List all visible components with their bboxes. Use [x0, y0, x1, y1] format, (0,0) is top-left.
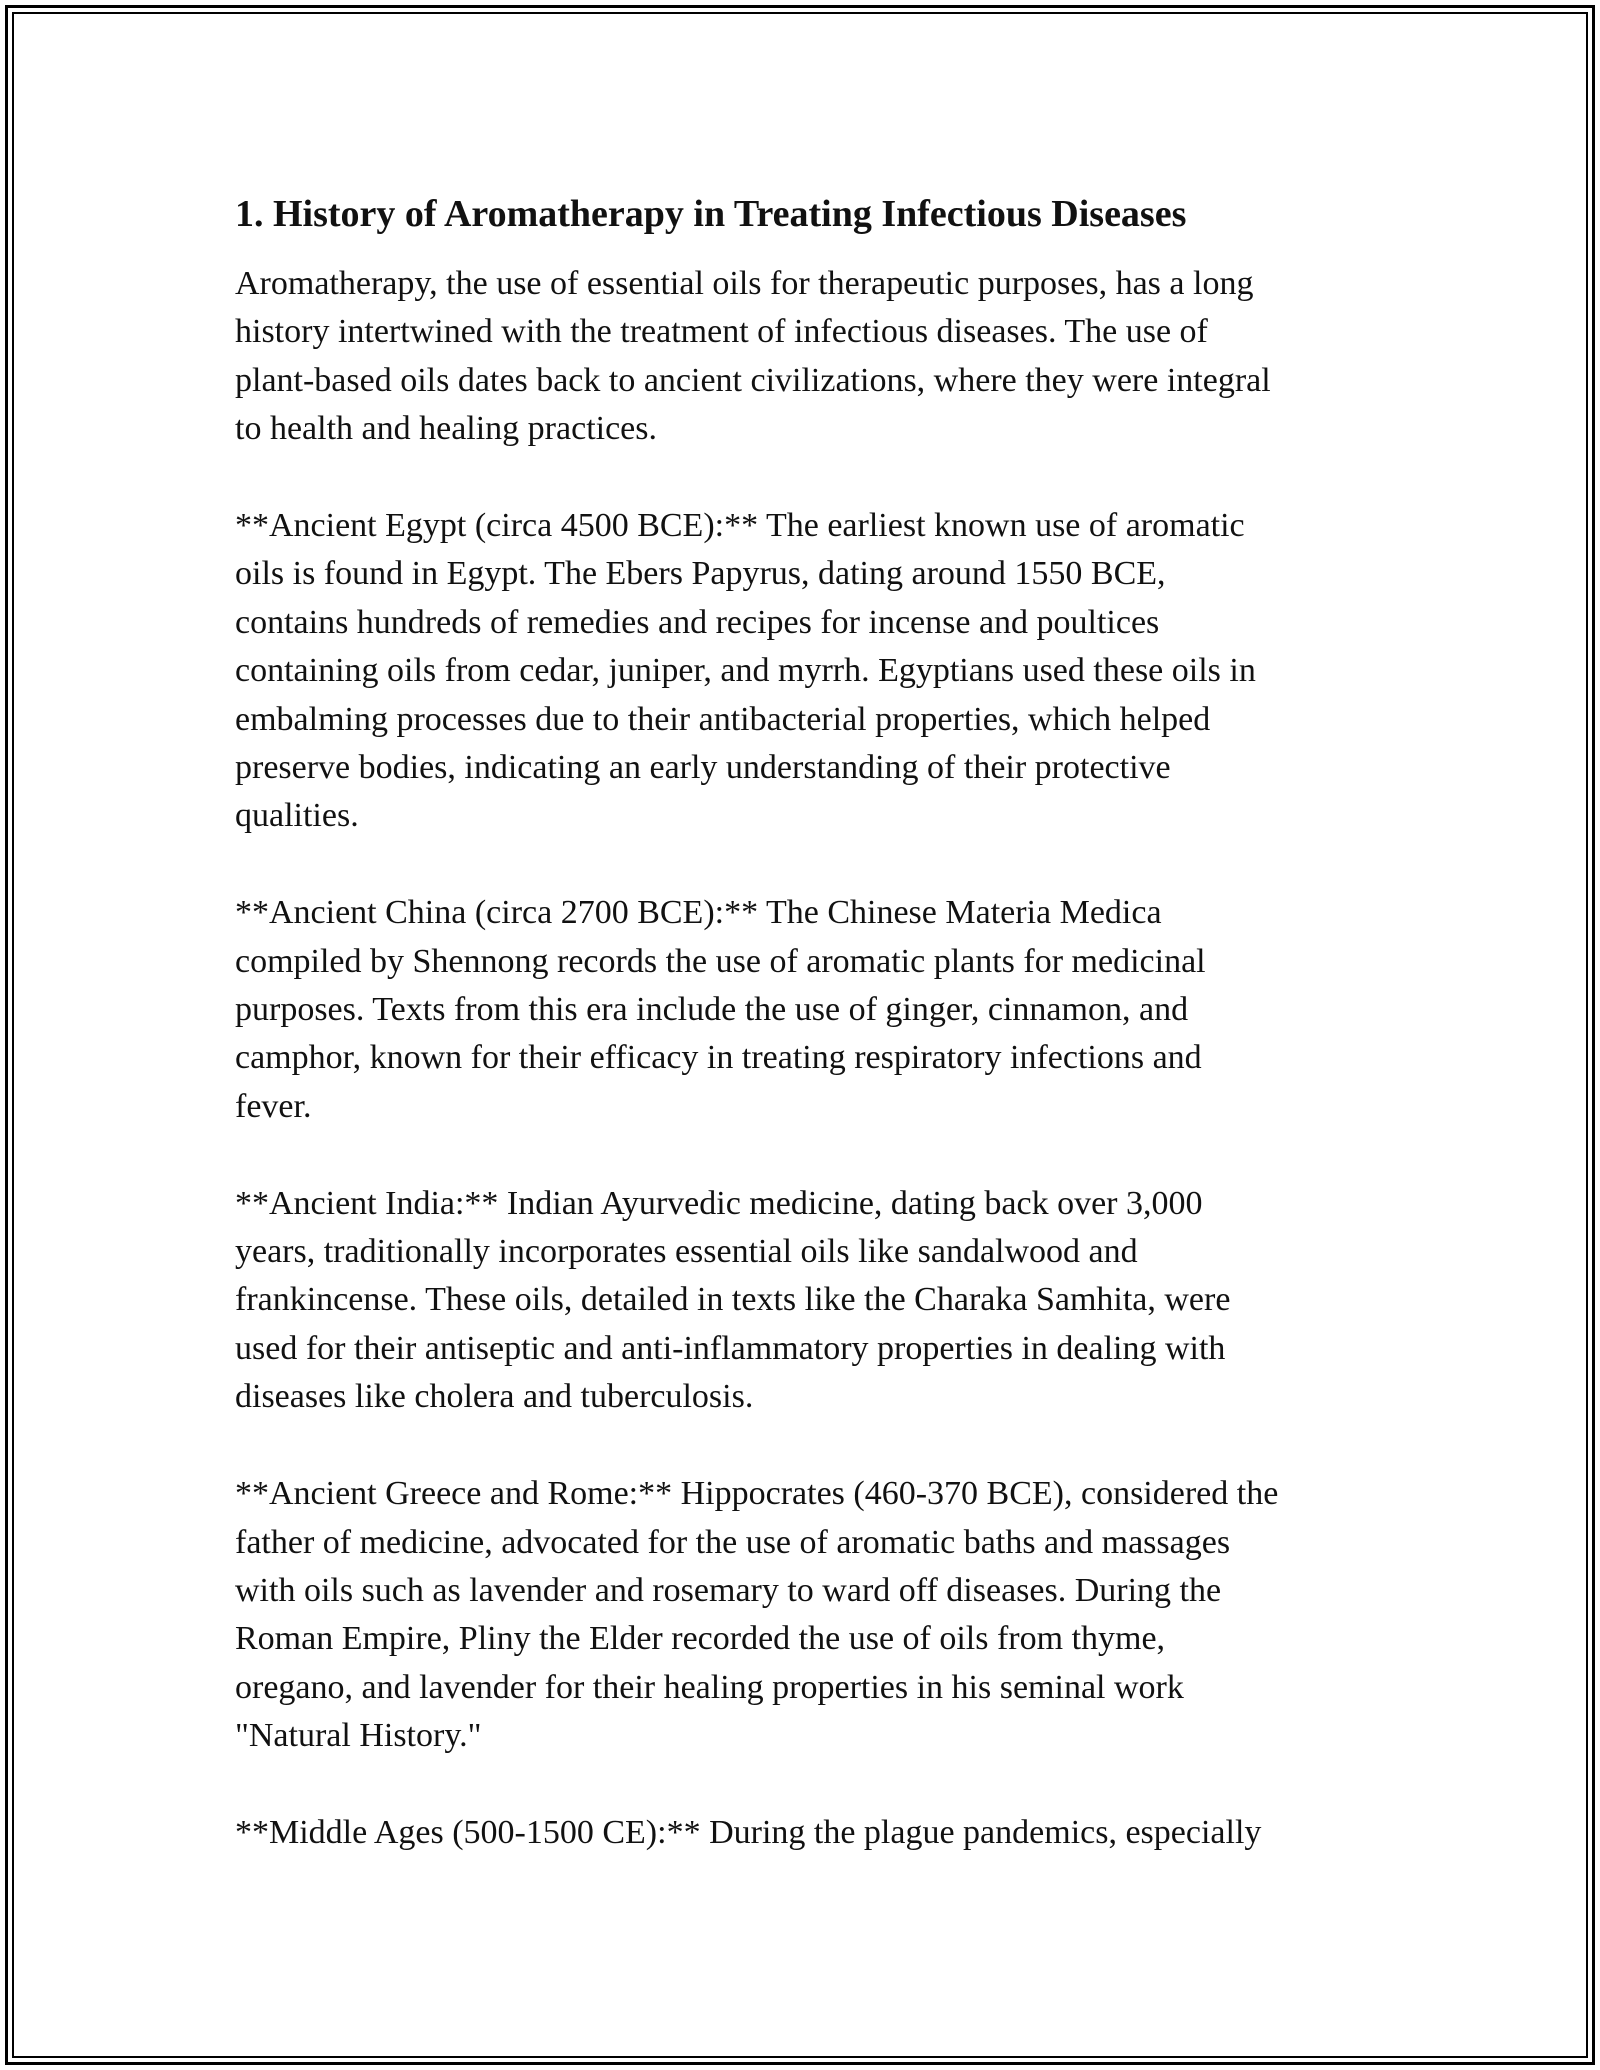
paragraph-middle-ages: **Middle Ages (500-1500 CE):** During the plague pandemics, especially: [235, 1813, 1262, 1851]
paragraph-ancient-egypt: **Ancient Egypt (circa 4500 BCE):** The earliest known use of aromatic oils is found in Egypt. The Ebers Papyrus, dating around 1550 BCE, contains hundreds of remedies and recipes for incense and poultices containing oils from cedar, juniper, and myrrh. Egyptians used these oils in embalming processes due to their antibacterial properties, which helped preserve bodies, indicating an early understanding of their protective qualities.: [235, 507, 1256, 835]
paragraph-ancient-china: **Ancient China (circa 2700 BCE):** The Chinese Materia Medica compiled by Shennong records the use of aromatic plants for medicinal purposes. Texts from this era include the use of ginger, cinnamon, and camphor, known for their efficacy in treating respiratory infections and fever.: [235, 894, 1206, 1125]
paragraph-ancient-india: **Ancient India:** Indian Ayurvedic medicine, dating back over 3,000 years, traditionally incorporates essential oils like sandalwood and frankincense. These oils, detailed in texts like the Charaka Samhita, were used for their antiseptic and anti-inflammatory properties in dealing with diseases like cholera and tuberculosis.: [235, 1184, 1231, 1416]
paragraph-greece-rome: **Ancient Greece and Rome:** Hippocrates (460-370 BCE), considered the father of medicine, advocated for the use of aromatic baths and massages with oils such as lavender and rosemary to ward off diseases. During the Roman Empire, Pliny the Elder recorded the use of oils from thyme, oregano, and lavender for their healing properties in his seminal work "Natural History.": [235, 1475, 1279, 1755]
paragraph-intro: Aromatherapy, the use of essential oils for therapeutic purposes, has a long history intertwined with the treatment of infectious diseases. The use of plant-based oils dates back to ancient civilizations, where they were integral to health and healing practices.: [235, 265, 1271, 448]
document-body: [235, 186, 1375, 1857]
section-heading: 1. History of Aromatherapy in Treating Infectious Diseases: [235, 193, 1187, 235]
